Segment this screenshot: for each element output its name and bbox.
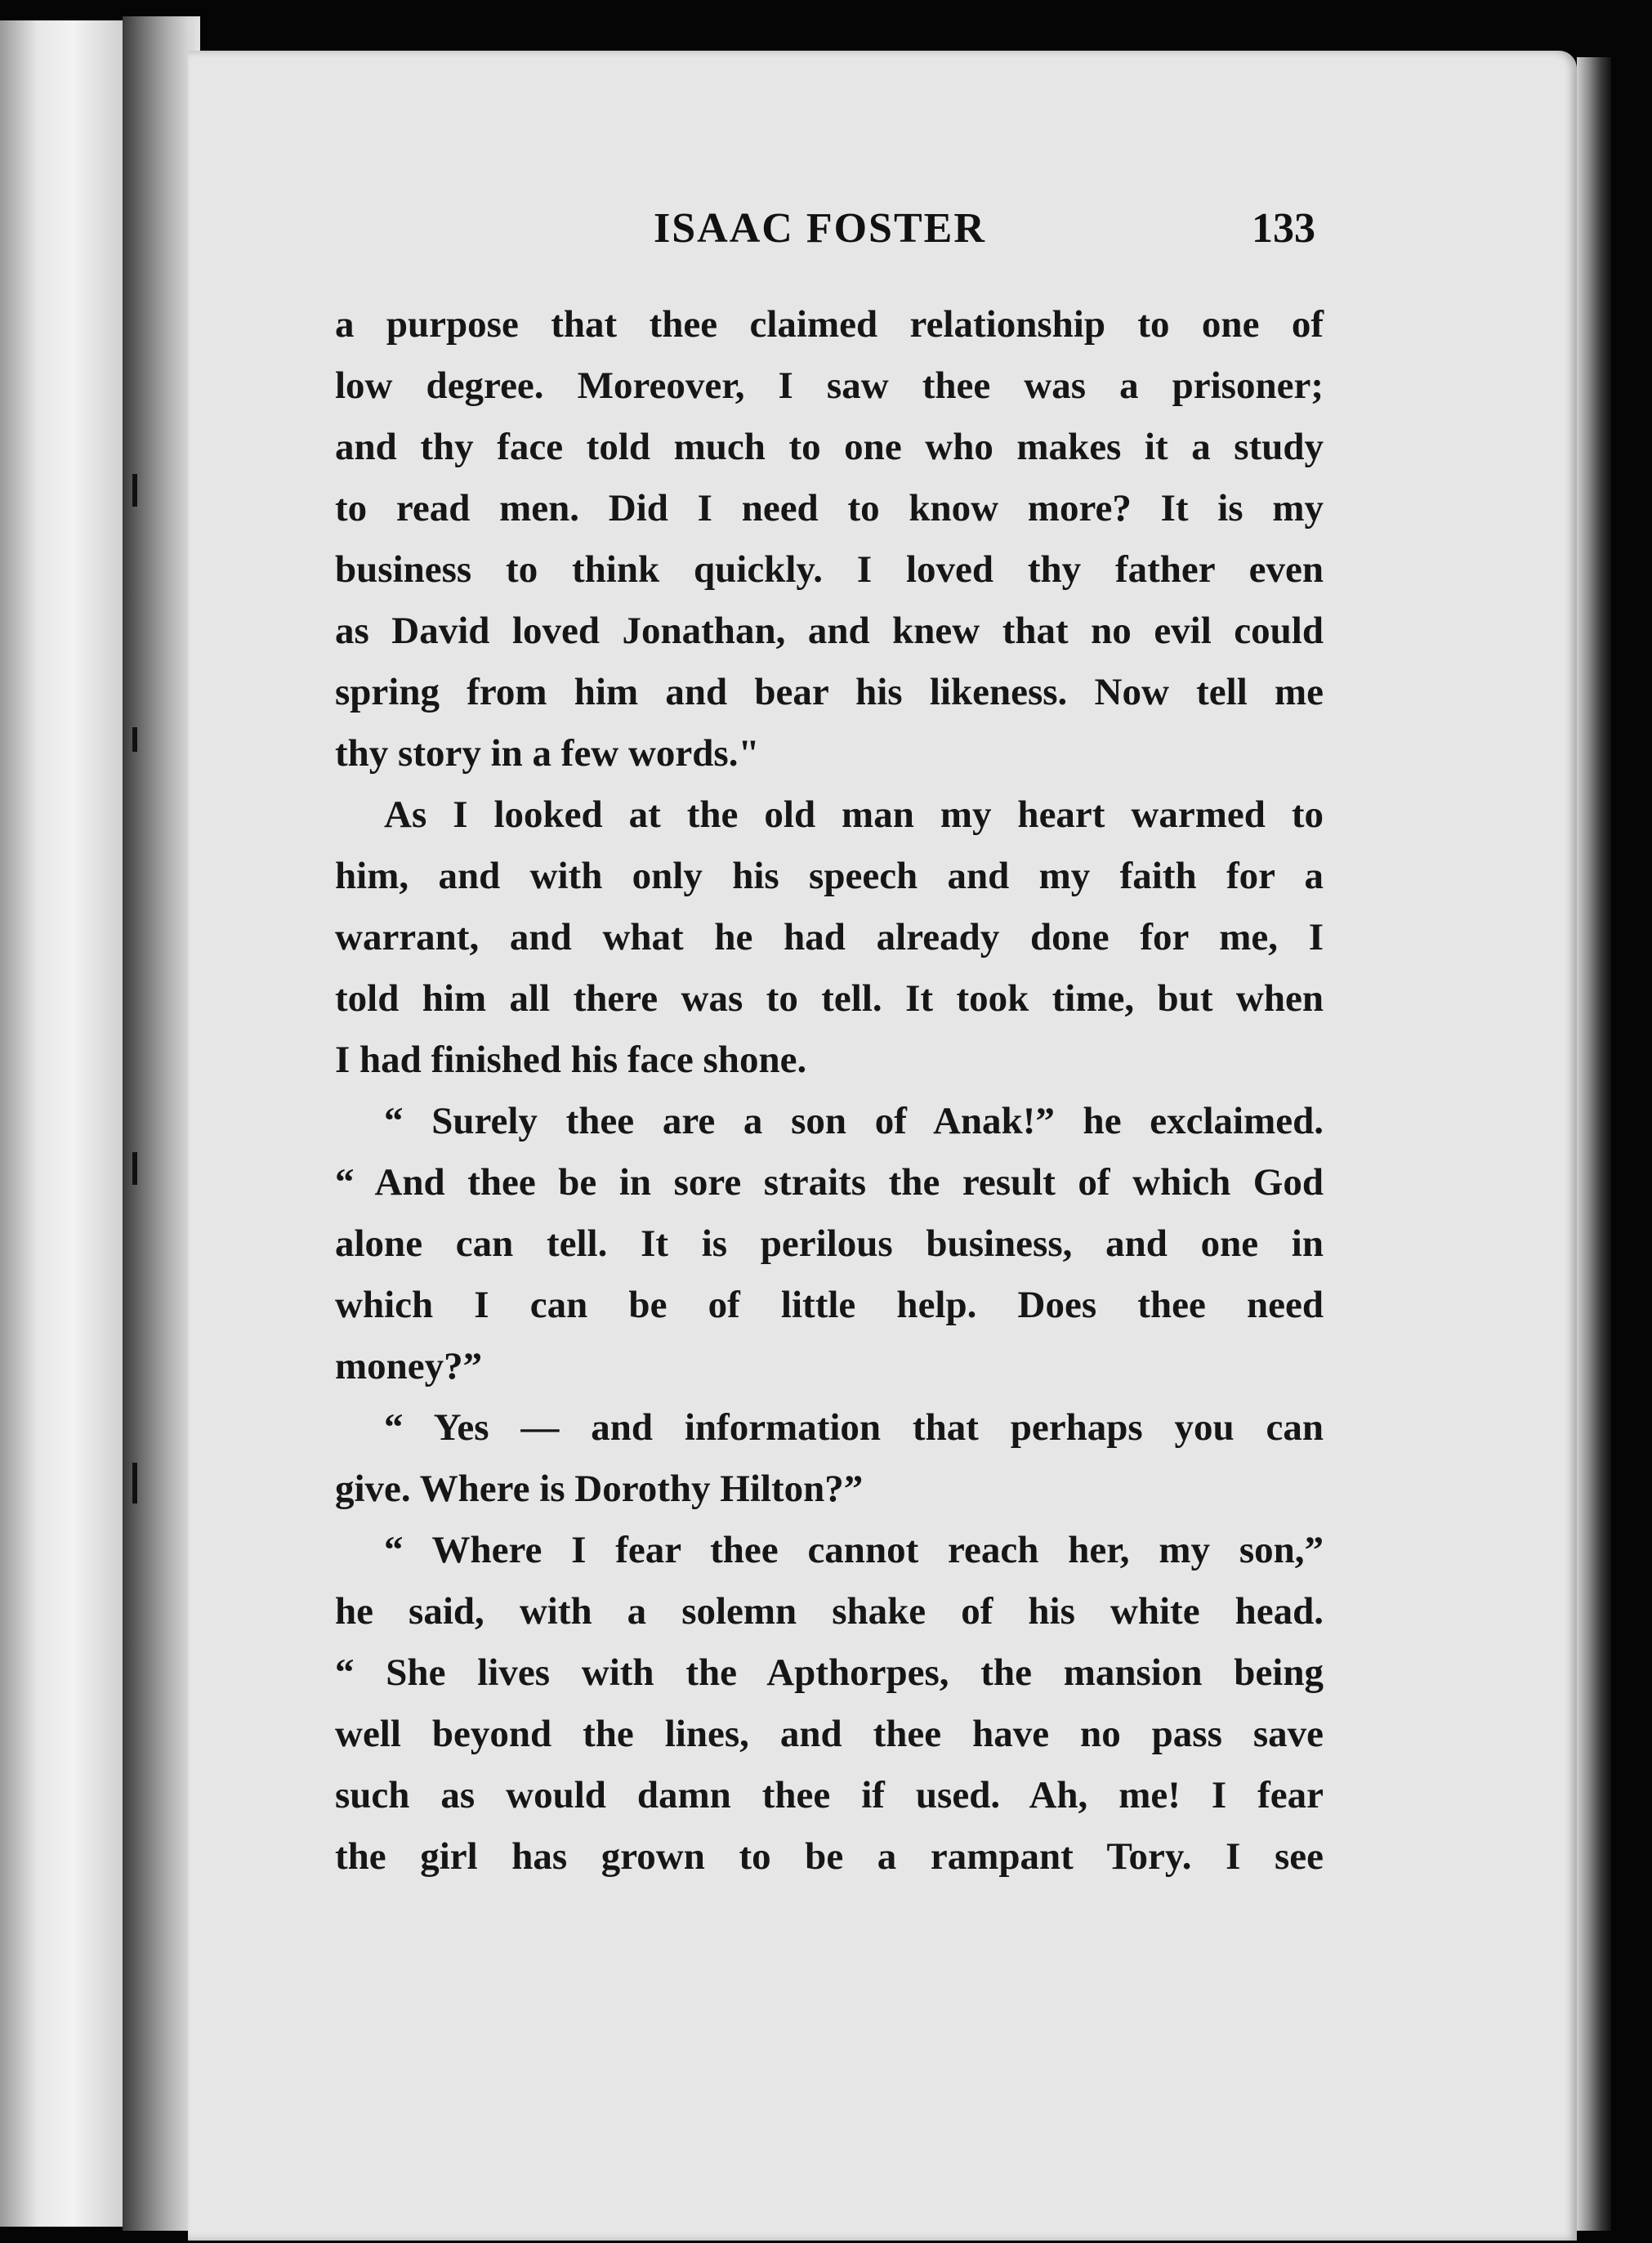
text-line: money?”	[335, 1345, 483, 1387]
page-header	[335, 204, 1315, 270]
text-line: a purpose that thee claimed relationship to one of	[335, 303, 1324, 346]
text-line: to read men. Did I need to know more? It is my	[335, 487, 1324, 529]
text-line: warrant, and what he had already done for me, I	[335, 916, 1324, 958]
text-line: “ Surely thee are a son of Anak!” he exclaimed.	[384, 1100, 1324, 1142]
text-line: give. Where is Dorothy Hilton?”	[335, 1468, 864, 1510]
running-head: ISAAC FOSTER	[654, 205, 986, 252]
gutter-mark	[132, 474, 137, 507]
gutter-mark	[132, 1463, 137, 1504]
text-line: I had finished his face shone.	[335, 1039, 807, 1081]
text-line: alone can tell. It is perilous business, and one in	[335, 1222, 1324, 1265]
text-line: such as would damn thee if used. Ah, me! I fear	[335, 1774, 1324, 1816]
text-line: thy story in a few words."	[335, 732, 760, 775]
gutter-mark	[132, 1152, 137, 1185]
text-line: As I looked at the old man my heart warmed to	[384, 793, 1324, 836]
text-line: “ Where I fear thee cannot reach her, my son,”	[384, 1529, 1324, 1571]
left-page-edge	[0, 20, 123, 2227]
text-line: as David loved Jonathan, and knew that no evil could	[335, 610, 1324, 652]
text-line: he said, with a solemn shake of his white head.	[335, 1590, 1324, 1633]
gutter-mark	[132, 727, 137, 752]
text-line: him, and with only his speech and my faith for a	[335, 855, 1324, 897]
page-number: 133	[1252, 205, 1315, 252]
page-fore-edge	[1577, 57, 1611, 2231]
text-line: “ Yes — and information that perhaps you can	[384, 1406, 1324, 1449]
text-line: which I can be of little help. Does thee need	[335, 1284, 1324, 1326]
text-line: business to think quickly. I loved thy father even	[335, 548, 1324, 591]
text-line: and thy face told much to one who makes it a study	[335, 426, 1324, 468]
text-line: the girl has grown to be a rampant Tory. I see	[335, 1835, 1324, 1878]
text-line: told him all there was to tell. It took time, but when	[335, 977, 1324, 1020]
text-line: low degree. Moreover, I saw thee was a prisoner;	[335, 364, 1324, 407]
text-line: “ And thee be in sore straits the result of which God	[335, 1161, 1324, 1204]
text-line: “ She lives with the Apthorpes, the mansion being	[335, 1651, 1324, 1694]
body-text	[335, 294, 1324, 1888]
text-line: well beyond the lines, and thee have no pass save	[335, 1713, 1324, 1755]
text-line: spring from him and bear his likeness. Now tell me	[335, 671, 1324, 713]
